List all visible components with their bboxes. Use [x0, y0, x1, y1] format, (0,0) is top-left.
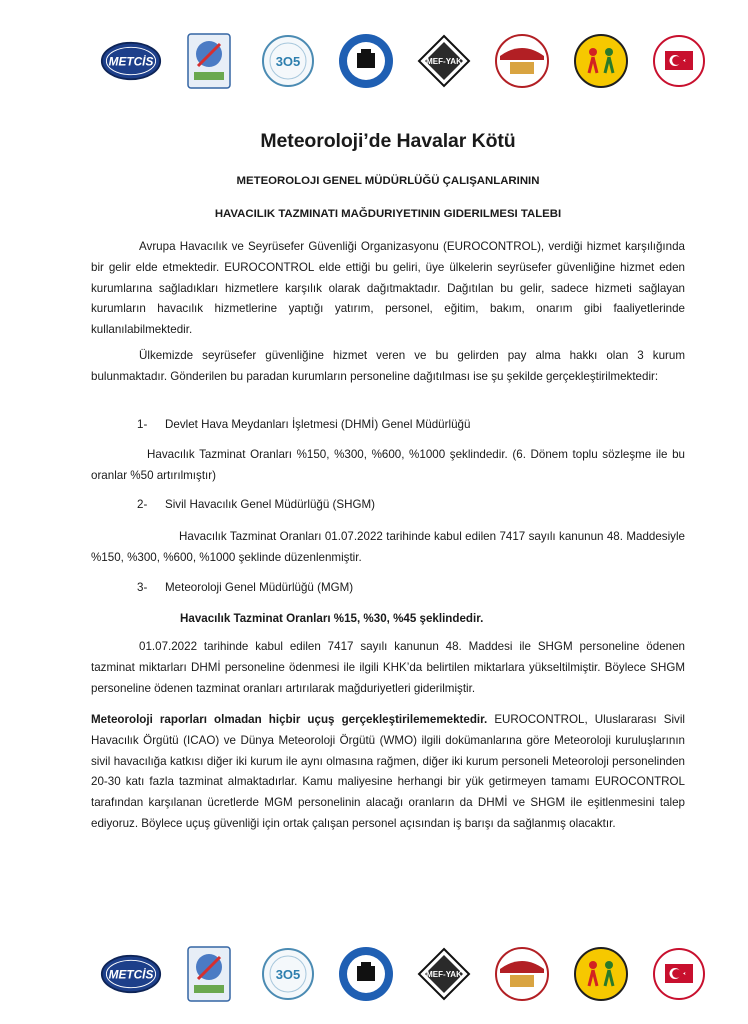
- metcis-logo: [100, 30, 162, 92]
- list-number: 3-: [137, 581, 148, 594]
- document-subtitle-2: HAVACILIK TAZMINATI MAĞDURIYETININ GIDERILMESI TALEBI: [214, 208, 562, 220]
- list-item-shgm: [137, 498, 375, 511]
- red-crest-logo: [491, 943, 553, 1005]
- footer-logos: [100, 938, 710, 1010]
- svg-text:METCİS: METCİS: [108, 967, 154, 982]
- paragraph-request-lead: Meteoroloji raporları olmadan hiçbir uçuş gerçekleştirilememektedir.: [91, 713, 488, 726]
- mep-sen-logo: [178, 943, 240, 1005]
- list-label: Sivil Havacılık Genel Müdürlüğü (SHGM): [165, 498, 376, 511]
- svg-text:MEF-YAK: MEF-YAK: [426, 57, 462, 66]
- svg-text:MEF-YAK: MEF-YAK: [426, 970, 462, 979]
- list-label: Meteoroloji Genel Müdürlüğü (MGM): [165, 581, 354, 594]
- svg-text:METCİS: METCİS: [108, 54, 154, 69]
- metcis-logo: [100, 943, 162, 1005]
- list-item-mgm: [137, 581, 353, 594]
- paragraph-request-body: EUROCONTROL, Uluslararası Sivil Havacılık Örgütü (ICAO) ve Dünya Meteoroloji Örgütü (WMO) ilgili dokümanlarına göre Meteoroloji kuruluşlarının sivil havacılığa katkısı diğer iki kurum ile aynı olmasına rağmen, diğer iki kurum personeli Meteoroloji personelinden 20-30 katı fazla tazminat almaktadırlar. Kamu maliyesine herhangi bir yük getirmeyen tamamı EUROCONTROL tarafından karşılanan ücretlerde MGM personelinin alacağı oranların da DHMİ ve SHGM ile eşitlenmesini talep ediyoruz. Böylece uçuş güvenliği için ortak çalışan personel açısından iş barışı da sağlanmış olacaktır.: [91, 713, 685, 830]
- paragraph-institutions: Ülkemizde seyrüsefer güvenliğine hizmet veren ve bu gelirden pay alma hakkı olan 3 kurum bulunmaktadır. Gönderilen bu paradan kurumların personeline dağıtılması ise şu şekilde gerçekleştirilmektedir:: [91, 349, 685, 383]
- document-subtitle-1: METEOROLOJI GENEL MÜDÜRLÜĞÜ ÇALIŞANLARININ: [236, 175, 540, 187]
- header-logos: [100, 25, 710, 97]
- dhmi-detail: Havacılık Tazminat Oranları %150, %300, %600, %1000 şeklindedir. (6. Dönem toplu sözleşme ile bu oranlar %50 artırılmıştır): [91, 448, 685, 482]
- svg-text:3O5: 3O5: [275, 54, 300, 69]
- mgm-detail: Havacılık Tazminat Oranları %15, %30, %45 şeklindedir.: [180, 612, 484, 625]
- paragraph-shgm-update: 01.07.2022 tarihinde kabul edilen 7417 sayılı kanunun 48. Maddesi ile SHGM personeline ödenen tazminat miktarları DHMİ personeline ödenmesi ile ilgili KHK’da belirtilen miktarlara yükseltilmiştir. Böylece SHGM personeline ödenen tazminat oranları artırılarak mağduriyetleri giderilmiştir.: [91, 640, 685, 695]
- paragraph-eurocontrol: Avrupa Havacılık ve Seyrüsefer Güvenliği Organizasyonu (EUROCONTROL), verdiği hizmet karşılığında bir gelir elde etmektedir. EUROCONTROL elde ettiği bu geliri, üye ülkelerin seyrüsefer güvenliğine hizmet eden kurumlarına sağladıkları hizmetlere karşılık olarak dağıtmaktadır. Dağıtılan bu gelir, sadece hizmeti sağlayan kurumların havacılık hizmetlerine yaptığı yatırım, personel, eğitim, bakım, onarım gibi faaliyetlerinde kullanılabilmektedir.: [91, 240, 685, 337]
- mef-yak-logo: [413, 30, 475, 92]
- yellow-children-logo: [570, 30, 632, 92]
- mep-sen-logo: [178, 30, 240, 92]
- shgm-detail: Havacılık Tazminat Oranları 01.07.2022 tarihinde kabul edilen 7417 sayılı kanunun 48. Maddesiyle %150, %300, %600, %1000 şeklinde düzenlenmiştir.: [91, 530, 685, 564]
- document-title: Meteoroloji’de Havalar Kötü: [260, 130, 516, 152]
- turkey-flag-seal-logo: [648, 943, 710, 1005]
- mef-yak-logo: [413, 943, 475, 1005]
- ohs-logo: [257, 30, 319, 92]
- paragraph-request: [91, 710, 685, 835]
- yellow-children-logo: [570, 943, 632, 1005]
- red-crest-logo: [491, 30, 553, 92]
- turkey-flag-seal-logo: [648, 30, 710, 92]
- list-number: 2-: [137, 498, 148, 511]
- list-item-dhmi: [137, 418, 470, 431]
- tura-buro-sen-logo: [335, 943, 397, 1005]
- tura-buro-sen-logo: [335, 30, 397, 92]
- svg-text:3O5: 3O5: [275, 967, 300, 982]
- list-number: 1-: [137, 418, 148, 431]
- list-label: Devlet Hava Meydanları İşletmesi (DHMİ) Genel Müdürlüğü: [165, 418, 471, 431]
- ohs-logo: [257, 943, 319, 1005]
